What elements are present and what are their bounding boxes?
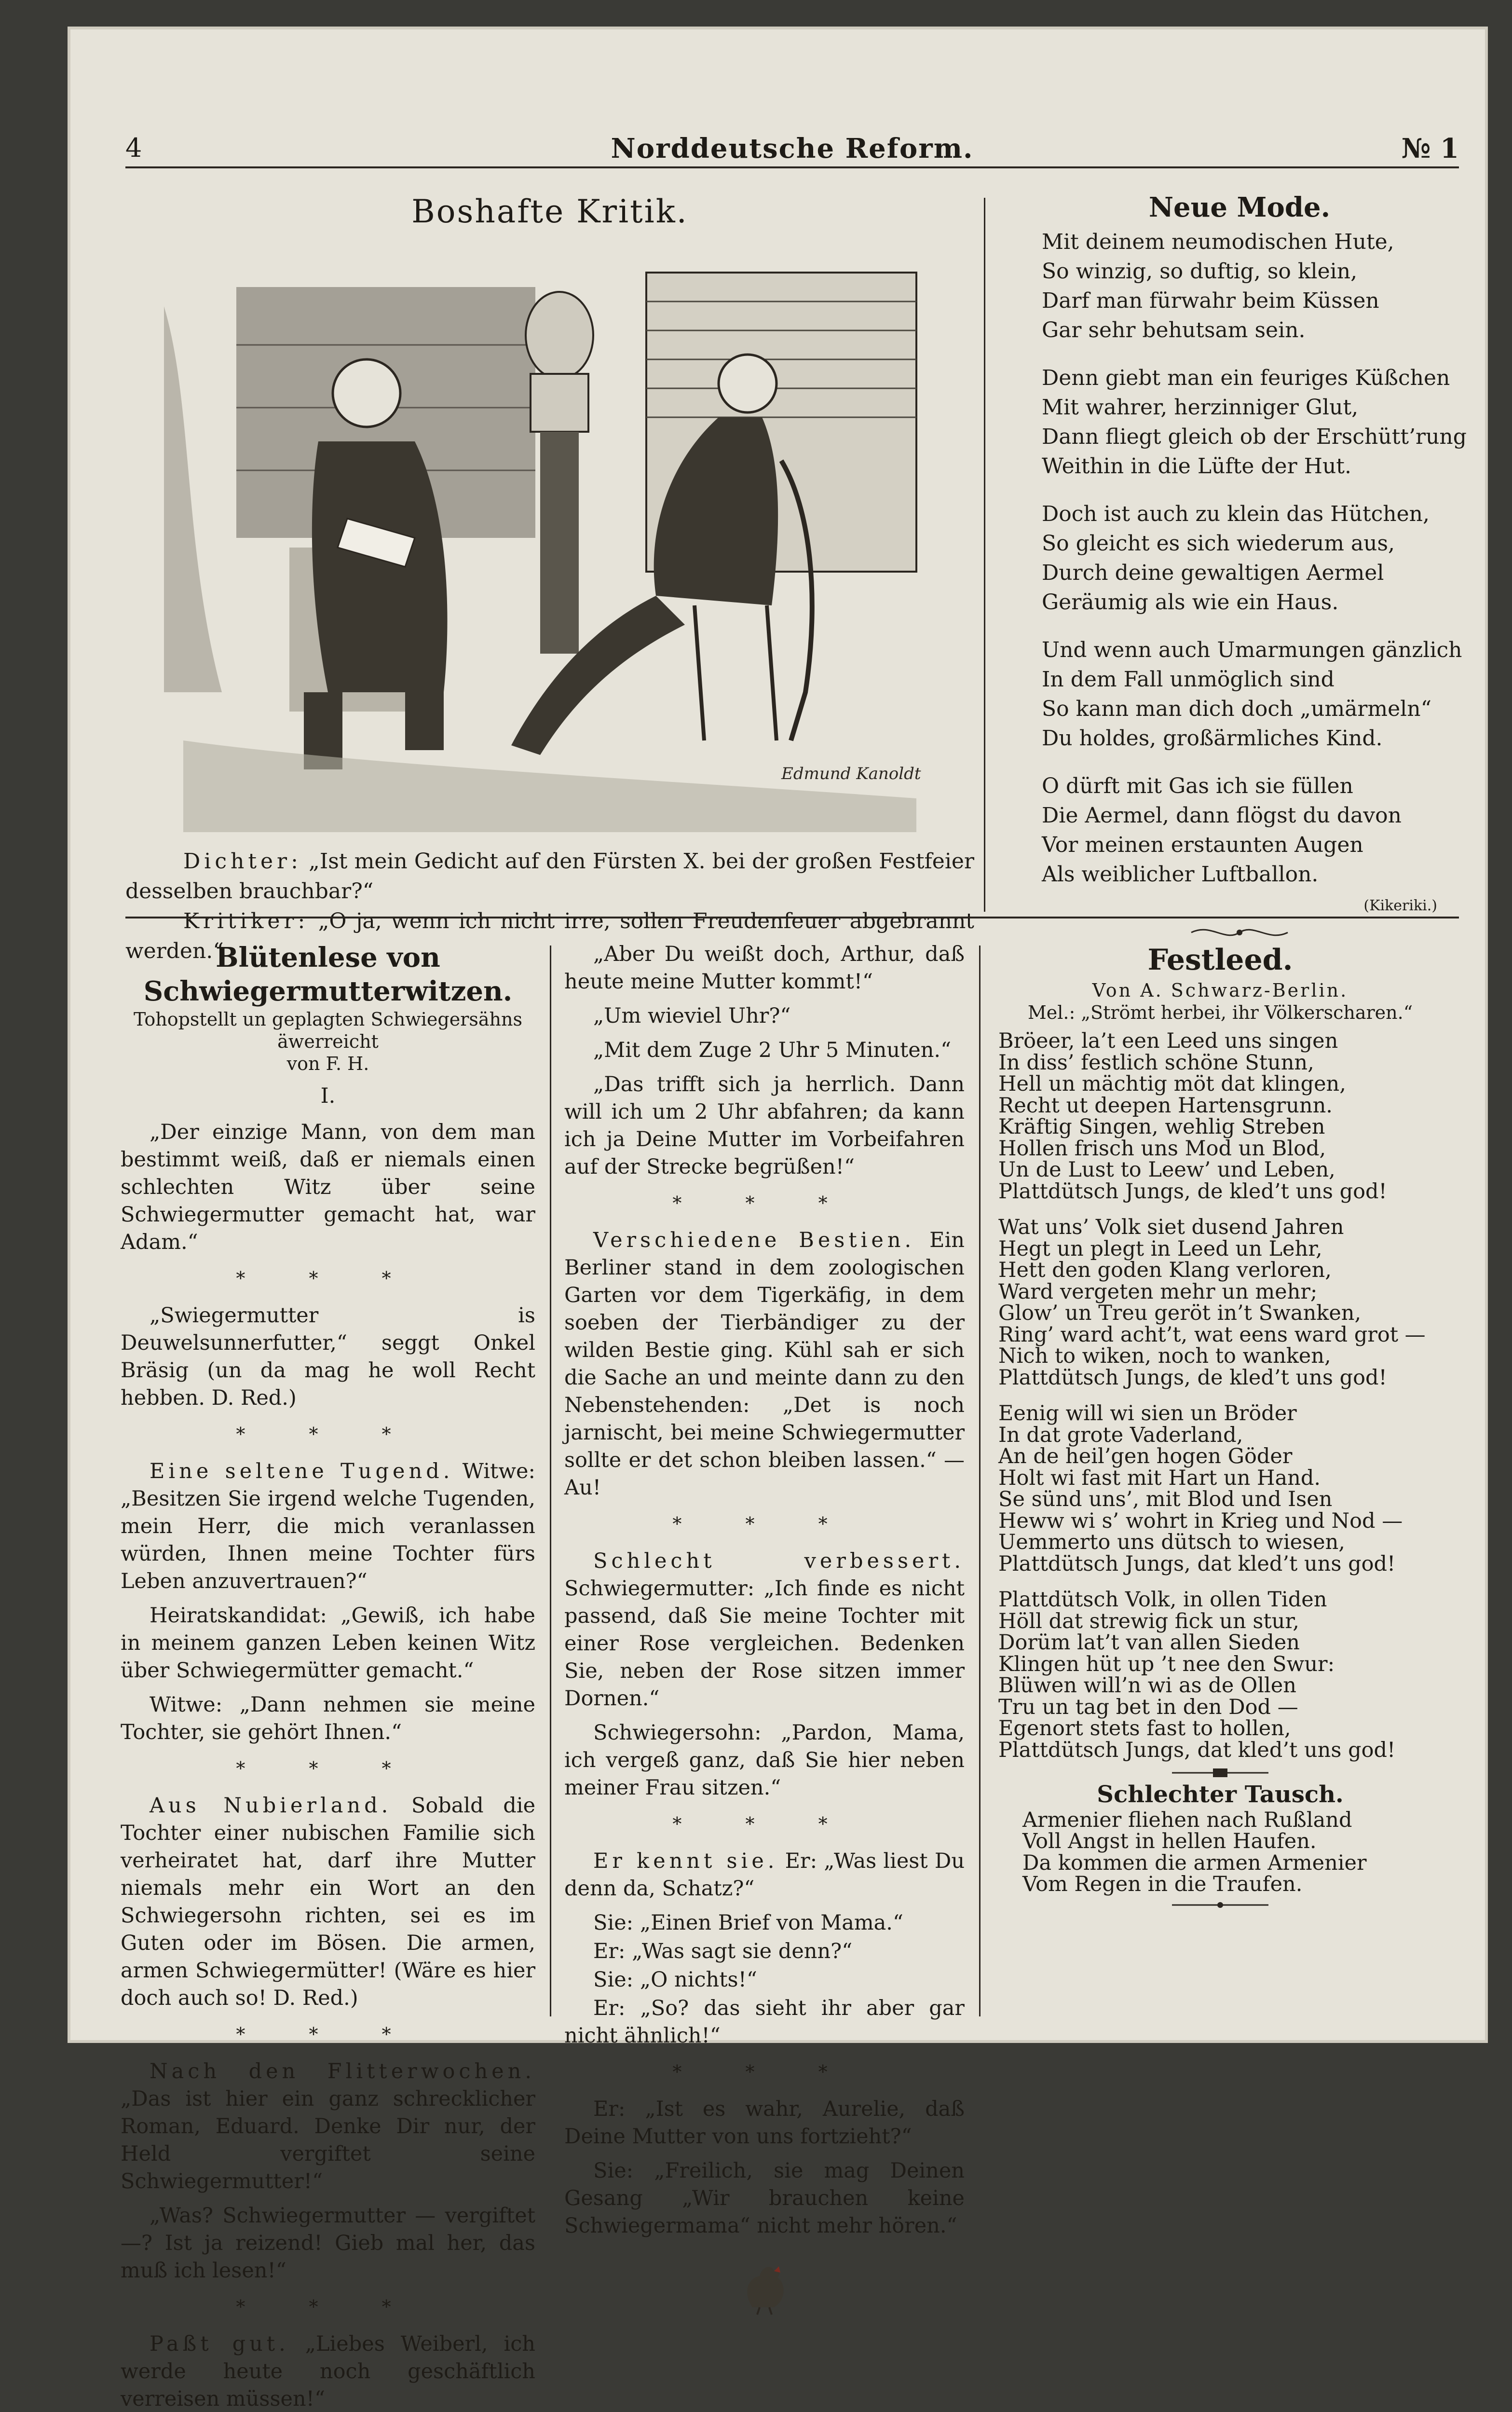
separator: * * *	[672, 1192, 857, 1214]
separator: * * *	[672, 1813, 857, 1835]
joke-heading: Schlecht verbessert.	[593, 1549, 965, 1573]
poem-source: (Kikeriki.)	[1363, 897, 1437, 914]
festleed-author: Von A. Schwarz-Berlin.	[1092, 980, 1349, 1001]
joke-paragraph: Sie: „O nichts!“	[593, 1968, 757, 1992]
separator: * * *	[236, 1268, 420, 1289]
caption-speaker-kritiker: Kritiker:	[183, 909, 309, 933]
poem-line: Egenort stets fast to hollen,	[998, 1716, 1291, 1740]
stanza	[998, 1589, 1442, 1761]
joke-heading: Er kennt sie.	[593, 1849, 778, 1873]
poem-line: Und wenn auch Umarmungen gänzlich	[1042, 638, 1462, 662]
poem-line: Glow’ un Treu geröt in’t Swanken,	[998, 1301, 1362, 1325]
poem-line: Tru un tag bet in den Dod —	[998, 1695, 1298, 1719]
poem-line: O dürft mit Gas ich sie füllen	[1042, 774, 1353, 798]
separator: * * *	[236, 2024, 420, 2045]
stanza	[1042, 771, 1437, 889]
stanza	[1042, 363, 1467, 481]
poem-line: Da kommen die armen Armenier	[1022, 1850, 1367, 1875]
poem-line: Eenig will wi sien un Bröder	[998, 1401, 1297, 1425]
joke-heading: Eine seltene Tugend.	[150, 1459, 454, 1483]
festleed-title: Festleed.	[1147, 943, 1293, 977]
poem-line: Vom Regen in die Traufen.	[1022, 1872, 1303, 1896]
joke-paragraph: Er: „So? das sieht ihr aber gar nicht ähnlich!“	[564, 1996, 965, 2048]
column-2	[564, 941, 965, 2317]
poem-line: In dat grote Vaderland,	[998, 1423, 1243, 1447]
poem-line: Kräftig Singen, wehlig Streben	[998, 1115, 1325, 1139]
column-divider-1	[550, 946, 551, 2016]
neue-mode-title: Neue Mode.	[1148, 192, 1331, 223]
artist-signature: Edmund Kanoldt	[781, 764, 921, 783]
section-rule	[125, 917, 1459, 918]
poem-line: Plattdütsch Jungs, dat kled’t uns god!	[998, 1551, 1396, 1576]
poem-line: An de heil’gen hogen Göder	[998, 1444, 1293, 1468]
poem-line: Plattdütsch Jungs, de kled’t uns god!	[998, 1179, 1387, 1204]
poem-line: Uemmerto uns dütsch to wiesen,	[998, 1530, 1345, 1554]
poem-line: Denn giebt man ein feuriges Küßchen	[1042, 366, 1450, 390]
poem-line: Du holdes, großärmliches Kind.	[1042, 726, 1383, 751]
joke-paragraph: „Swiegermutter is Deuwelsunnerfutter,“ seggt Onkel Bräsig (un da mag he woll Recht hebben. D. Red.)	[121, 1303, 535, 1410]
joke-text: Ein Berliner stand in dem zoologischen Garten vor dem Tigerkäfig, in dem soeben der Tierbändiger zu der wilden Bestie ging. Kühl sah er sich die Sache an und meinte dann zu den Nebenstehenden: „Det is noch jarnischt, bei meine Schwiegermutter sollte er det schon bleiben lassen.“ — Au!	[564, 1228, 965, 1500]
poem-line: Se sünd uns’, mit Blod und Isen	[998, 1487, 1333, 1511]
page-number: 4	[125, 133, 142, 163]
caption-line-dichter: „Ist mein Gedicht auf den Fürsten X. bei der großen Festfeier desselben brauchbar?“	[125, 849, 974, 904]
schlechter-tausch-poem	[998, 1809, 1442, 1895]
poem-line: So winzig, so duftig, so klein,	[1042, 259, 1358, 284]
joke-text: „Liebes Weiberl, ich werde heute noch geschäftlich verreisen müssen!“	[121, 2332, 535, 2411]
header-rule	[125, 166, 1459, 168]
poem-line: Plattdütsch Jungs, dat kled’t uns god!	[998, 1738, 1396, 1762]
joke-text: „Das ist hier ein ganz schrecklicher Roman, Eduard. Denke Dir nur, der Held vergiftet seine Schwiegermutter!“	[121, 2087, 535, 2193]
joke-text: Schwiegermutter: „Ich finde es nicht passend, daß Sie meine Tochter mit einer Rose vergleichen. Bedenken Sie, neben der Rose sitzen immer Dornen.“	[564, 1576, 965, 1711]
section-number: I.	[320, 1084, 336, 1108]
poem-line: Recht ut deepen Hartensgrunn.	[998, 1093, 1333, 1118]
stanza	[998, 1030, 1442, 1202]
poem-line: Klingen hüt up ’t nee den Swur:	[998, 1652, 1335, 1676]
stanza	[998, 1403, 1442, 1575]
poem-line: Mit deinem neumodischen Hute,	[1042, 230, 1394, 254]
poem-line: Plattdütsch Jungs, de kled’t uns god!	[998, 1365, 1387, 1390]
poem-line: Geräumig als wie ein Haus.	[1042, 590, 1339, 615]
column-3	[998, 941, 1442, 1910]
separator: * * *	[236, 1758, 420, 1779]
poem-line: Ring’ ward acht’t, wat eens ward grot —	[998, 1322, 1426, 1347]
joke-heading: Aus Nubierland.	[150, 1794, 392, 1818]
separator: * * *	[672, 2061, 857, 2083]
end-ornament-icon	[1172, 1900, 1268, 1910]
joke-paragraph: Er: „Was sagt sie denn?“	[593, 1939, 853, 1963]
stanza	[1042, 499, 1437, 617]
poem-line: Voll Angst in hellen Haufen.	[1022, 1829, 1317, 1853]
joke-paragraph: Schwiegersohn: „Pardon, Mama, ich vergeß ganz, daß Sie hier neben meiner Frau sitzen.“	[564, 1721, 965, 1800]
column-1	[121, 941, 535, 2412]
poem-line: Gar sehr behutsam sein.	[1042, 318, 1306, 343]
poem-line: Die Aermel, dann flögst du davon	[1042, 803, 1402, 828]
joke-paragraph: „Um wieviel Uhr?“	[593, 1004, 791, 1028]
joke-paragraph: Sie: „Freilich, sie mag Deinen Gesang „Wir brauchen keine Schwiegermama“ nicht mehr hören.“	[564, 2159, 965, 2238]
rooster-icon	[733, 2254, 796, 2317]
joke-heading: Nach den Flitterwochen.	[150, 2059, 535, 2083]
bluetenlese-author: von F. H.	[286, 1053, 369, 1074]
poem-line: So gleicht es sich wiederum aus,	[1042, 531, 1395, 556]
poem-line: Hegt un plegt in Leed un Lehr,	[998, 1236, 1322, 1261]
poem-line: Armenier fliehen nach Rußland	[1022, 1808, 1352, 1832]
festleed-melody: Mel.: „Strömt herbei, ihr Völkerscharen.“	[1027, 1002, 1413, 1023]
poem-line: Vor meinen erstaunten Augen	[1042, 833, 1363, 857]
poem-line: Heww wi s’ wohrt in Krieg und Nod —	[998, 1508, 1403, 1533]
bluetenlese-subtitle: Tohopstellt un geplagten Schwiegersähns äwerreicht	[133, 1009, 522, 1052]
poem-line: Bröeer, la’t een Leed uns singen	[998, 1029, 1338, 1053]
cartoon-title: Boshafte Kritik.	[411, 193, 688, 230]
poem-line: Holt wi fast mit Hart un Hand.	[998, 1466, 1321, 1490]
joke-paragraph: Sie: „Einen Brief von Mama.“	[593, 1911, 903, 1935]
page-header	[125, 133, 1459, 181]
joke-paragraph: Witwe: „Dann nehmen sie meine Tochter, sie gehört Ihnen.“	[121, 1693, 535, 1744]
poem-line: Höll dat strewig fick un stur,	[998, 1609, 1299, 1633]
poem-line: Un de Lust to Leew’ und Leben,	[998, 1158, 1335, 1182]
divider-ornament-icon	[1172, 1767, 1268, 1779]
neue-mode-poem	[1042, 192, 1467, 945]
separator: * * *	[236, 1424, 420, 1445]
poem-line: Plattdütsch Volk, in ollen Tiden	[998, 1588, 1327, 1612]
column-divider-2	[979, 946, 981, 2016]
poem-line: Hell un mächtig möt dat klingen,	[998, 1072, 1346, 1096]
stanza	[1042, 227, 1437, 345]
poem-line: Wat uns’ Volk siet dusend Jahren	[998, 1215, 1344, 1239]
poem-line: Darf man fürwahr beim Küssen	[1042, 288, 1379, 313]
poem-line: Weithin in die Lüfte der Hut.	[1042, 454, 1351, 479]
caption-line-kritiker: „O ja, wenn ich nicht irre, sollen Freudenfeuer abgebrannt werden.“	[125, 909, 974, 963]
poem-line: Durch deine gewaltigen Aermel	[1042, 561, 1384, 585]
poem-line: Nich to wiken, noch to wanken,	[998, 1344, 1331, 1368]
poem-line: Doch ist auch zu klein das Hütchen,	[1042, 502, 1430, 526]
poem-line: Ward vergeten mehr un mehr;	[998, 1279, 1318, 1304]
poem-line: Mit wahrer, herzinniger Glut,	[1042, 395, 1359, 420]
joke-text: Er: „Was liest Du denn da, Schatz?“	[564, 1849, 965, 1901]
poem-line: In dem Fall unmöglich sind	[1042, 667, 1335, 692]
joke-text: Sobald die Tochter einer nubischen Familie sich verheiratet hat, darf ihre Mutter niemals mehr ein Wort an den Schwiegersohn richten, sei es im Guten oder im Bösen. Die armen, armen Schwiegermütter! (Wäre es hier doch auch so! D. Red.)	[121, 1794, 536, 2010]
poem-line: Hett den goden Klang verloren,	[998, 1258, 1332, 1282]
joke-paragraph: „Was? Schwiegermutter — vergiftet —? Ist ja reizend! Gieb mal her, das muß ich lesen!“	[121, 2204, 535, 2283]
bluetenlese-title: Blütenlese von Schwiegermutterwitzen.	[143, 942, 513, 1007]
column-divider-top	[984, 198, 985, 912]
joke-paragraph: „Der einzige Mann, von dem man bestimmt weiß, daß er niemals einen schlechten Witz über seine Schwiegermutter gemacht hat, war Adam.“	[121, 1120, 535, 1254]
stanza	[998, 1217, 1442, 1388]
poem-line: Blüwen will’n wi as de Ollen	[998, 1673, 1296, 1698]
schlechter-tausch-title: Schlechter Tausch.	[1097, 1781, 1344, 1808]
joke-paragraph: „Aber Du weißt doch, Arthur, daß heute meine Mutter kommt!“	[564, 942, 965, 994]
separator: * * *	[236, 2296, 420, 2317]
cartoon-illustration	[164, 258, 955, 832]
joke-heading: Paßt gut.	[150, 2332, 289, 2356]
issue-number: № 1	[1401, 133, 1459, 164]
poem-line: Als weiblicher Luftballon.	[1042, 862, 1319, 887]
joke-paragraph: „Das trifft sich ja herrlich. Dann will ich um 2 Uhr abfahren; da kann ich ja Deine Mutter im Vorbeifahren auf der Strecke begrüßen!“	[564, 1072, 965, 1179]
joke-paragraph: Heiratskandidat: „Gewiß, ich habe in meinem ganzen Leben keinen Witz über Schwiegermütter gemacht.“	[121, 1603, 535, 1683]
poem-line: Hollen frisch uns Mod un Blod,	[998, 1136, 1326, 1161]
newspaper-page	[68, 27, 1488, 2411]
poem-line: In diss’ festlich schöne Stunn,	[998, 1050, 1314, 1075]
joke-text: Witwe: „Besitzen Sie irgend welche Tugenden, mein Herr, die mich veranlassen würden, Ihnen meine Tochter fürs Leben anzuvertrauen?“	[121, 1459, 535, 1593]
newspaper-title: Norddeutsche Reform.	[611, 133, 974, 164]
caption-speaker-dichter: Dichter:	[183, 849, 302, 874]
stanza	[1042, 635, 1462, 753]
joke-paragraph: „Mit dem Zuge 2 Uhr 5 Minuten.“	[593, 1038, 952, 1062]
poem-line: Dorüm lat’t van allen Sieden	[998, 1631, 1300, 1655]
separator: * * *	[672, 1513, 857, 1535]
poem-line: So kann man dich doch „umärmeln“	[1042, 697, 1432, 721]
joke-heading: Verschiedene Bestien.	[593, 1228, 915, 1252]
joke-paragraph: Er: „Ist es wahr, Aurelie, daß Deine Mutter von uns fortzieht?“	[564, 2097, 965, 2149]
poem-line: Dann fliegt gleich ob der Erschütt’rung	[1042, 425, 1467, 449]
